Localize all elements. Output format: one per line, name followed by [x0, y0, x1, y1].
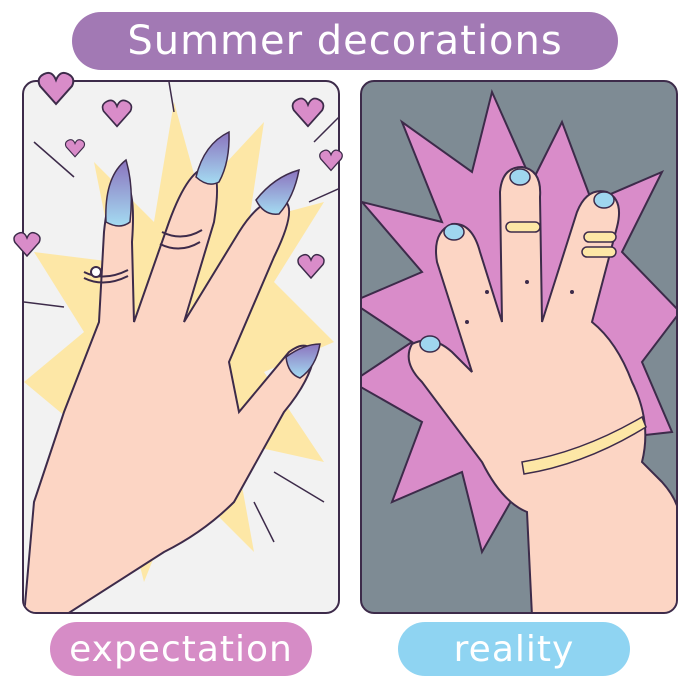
heart-icon [296, 252, 326, 280]
title-banner [72, 12, 618, 70]
heart-icon [290, 96, 326, 128]
nail-ring [594, 192, 614, 208]
nail-3 [256, 170, 299, 214]
reality-illustration [362, 82, 678, 614]
title-text: Summer decorations [127, 18, 563, 64]
expectation-label [50, 622, 312, 676]
reality-panel [360, 80, 678, 614]
heart-icon [318, 148, 344, 172]
nail-thumb [420, 336, 440, 352]
expectation-label-text: expectation [69, 628, 293, 670]
nail-middle [510, 169, 530, 185]
reality-label-text: reality [453, 628, 575, 670]
nail-index [444, 224, 464, 240]
heart-icon [36, 70, 76, 106]
heart-icon [64, 138, 86, 158]
expectation-panel [22, 80, 340, 614]
nail-1 [106, 160, 132, 226]
ring-icon [506, 222, 540, 232]
reality-label [398, 622, 630, 676]
heart-icon [12, 230, 42, 258]
heart-icon [100, 98, 134, 128]
expectation-illustration [24, 82, 340, 614]
